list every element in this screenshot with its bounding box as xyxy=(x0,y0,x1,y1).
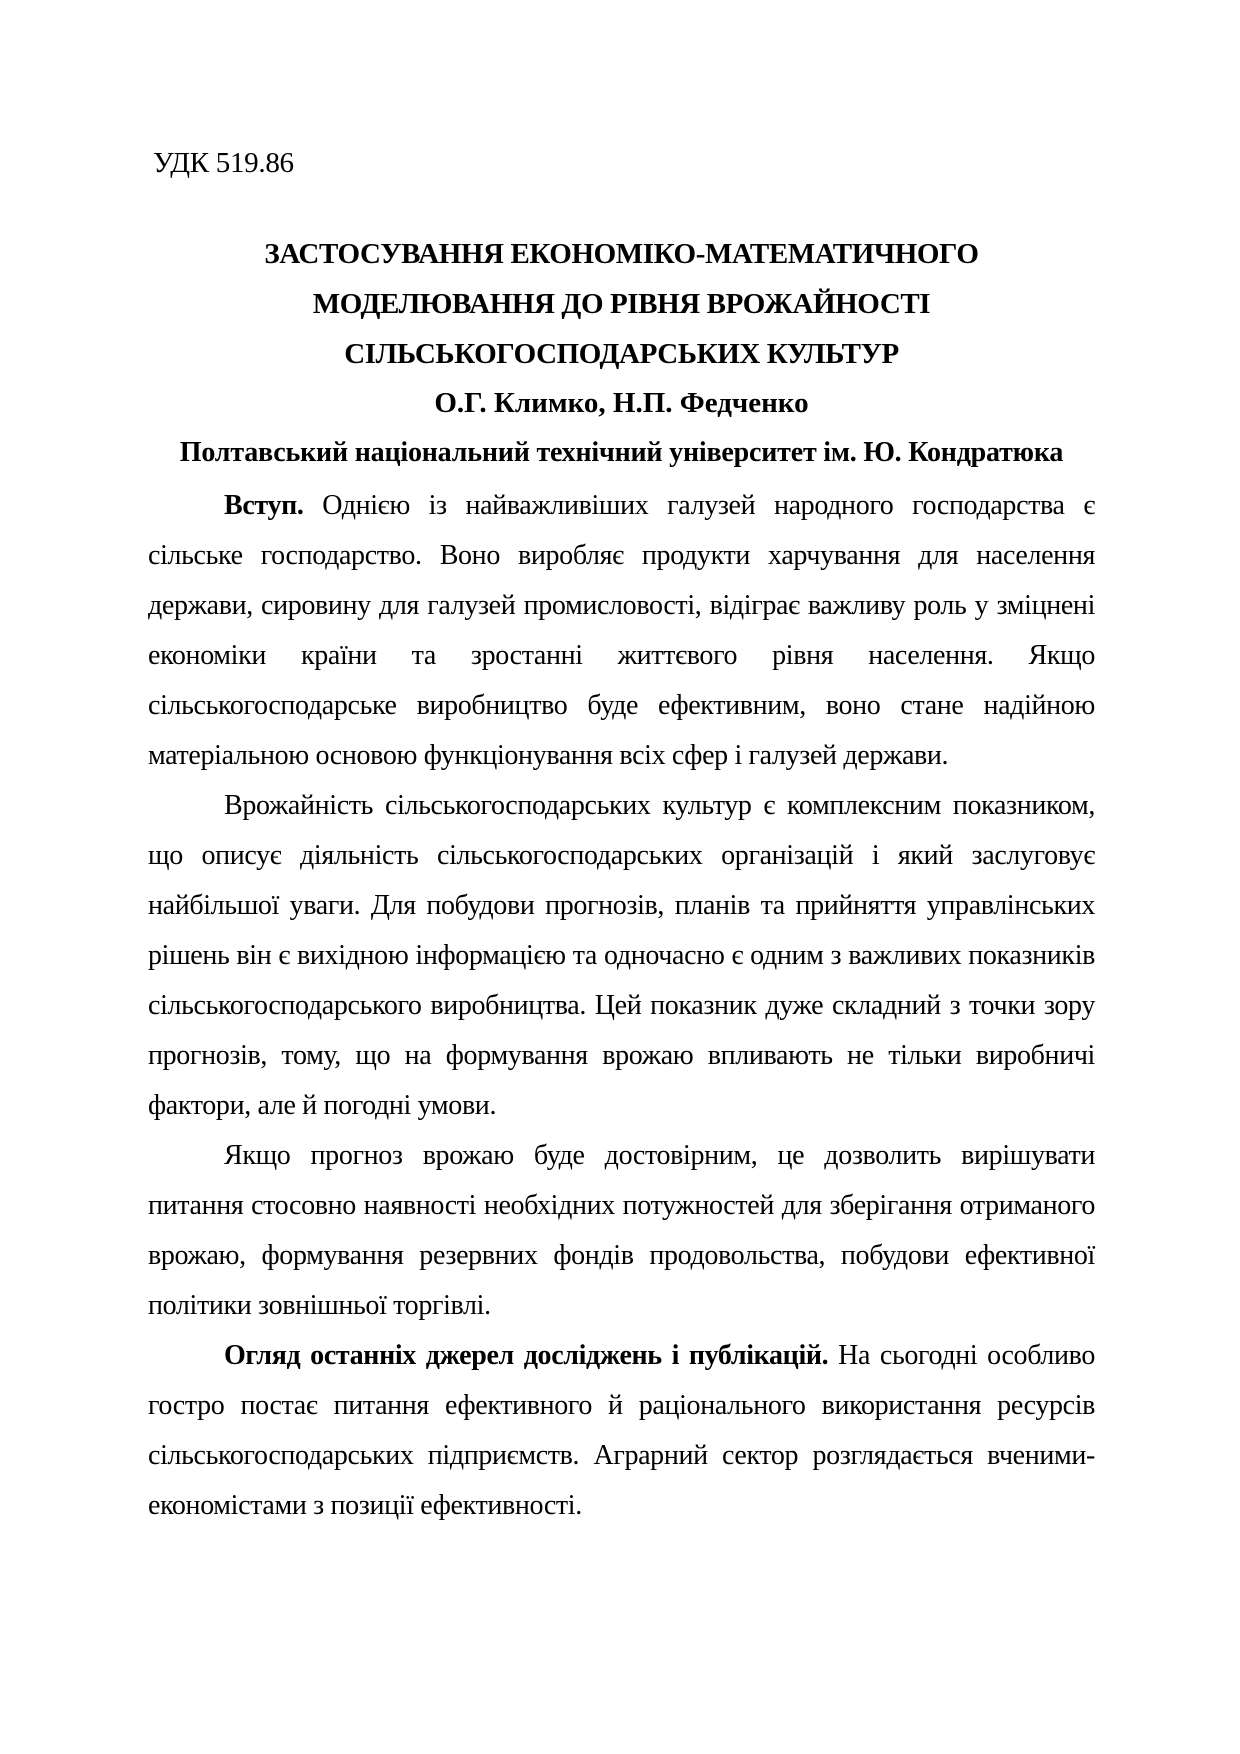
paragraph-text: Однією із найважливіших галузей народного господарства є сільське господарство. Воно виробляє продукти харчування для населення держави, сировину для галузей промисловості, відіграє важливу роль у зміцнені економіки країни та зростанні життєвого рівня населення. Якщо сільськогосподарське виробництво буде ефективним, воно стане надійною матеріальною основою функціонування всіх сфер і галузей держави. xyxy=(148,490,1095,771)
title-line-3: СІЛЬСЬКОГОСПОДАРСЬКИХ КУЛЬТУР xyxy=(344,338,899,370)
body-text xyxy=(148,481,1095,1531)
paper-page xyxy=(148,0,1095,1754)
title-line-1: ЗАСТОСУВАННЯ ЕКОНОМІКО-МАТЕМАТИЧНОГО xyxy=(264,238,979,270)
udk-code: УДК 519.86 xyxy=(153,147,294,179)
section-heading-review: Огляд останніх джерел досліджень і публікацій. xyxy=(224,1340,829,1371)
paper-title xyxy=(148,229,1095,379)
paragraph-review xyxy=(148,1331,1095,1531)
paragraph-forecast xyxy=(148,1131,1095,1331)
title-line-2: МОДЕЛЮВАННЯ ДО РІВНЯ ВРОЖАЙНОСТІ xyxy=(312,288,931,320)
section-heading-introduction: Вступ. xyxy=(224,490,304,521)
paragraph-yield xyxy=(148,781,1095,1131)
paragraph-introduction xyxy=(148,481,1095,781)
paragraph-text: Врожайність сільськогосподарських культур є комплексним показником, що описує діяльність сільськогосподарських організацій і який заслуговує найбільшої уваги. Для побудови прогнозів, планів та прийняття управлінських рішень він є вихідною інформацією та одночасно є одним з важливих показників сільськогосподарського виробництва. Цей показник дуже складний з точки зору прогнозів, тому, що на формування врожаю впливають не тільки виробничі фактори, але й погодні умови. xyxy=(148,790,1095,1121)
paragraph-text: На сьогодні особливо гостро постає питання ефективного й раціонального використання ресурсів сільськогосподарських підприємств. Аграрний сектор розглядається вченими-економістами з позиції ефективності. xyxy=(148,1340,1095,1521)
authors: О.Г. Климко, Н.П. Федченко xyxy=(434,387,809,419)
affiliation: Полтавський національний технічний університет ім. Ю. Кондратюка xyxy=(179,437,1064,468)
paragraph-text: Якщо прогноз врожаю буде достовірним, це дозволить вирішувати питання стосовно наявності необхідних потужностей для зберігання отриманого врожаю, формування резервних фондів продовольства, побудови ефективної політики зовнішньої торгівлі. xyxy=(148,1140,1095,1321)
